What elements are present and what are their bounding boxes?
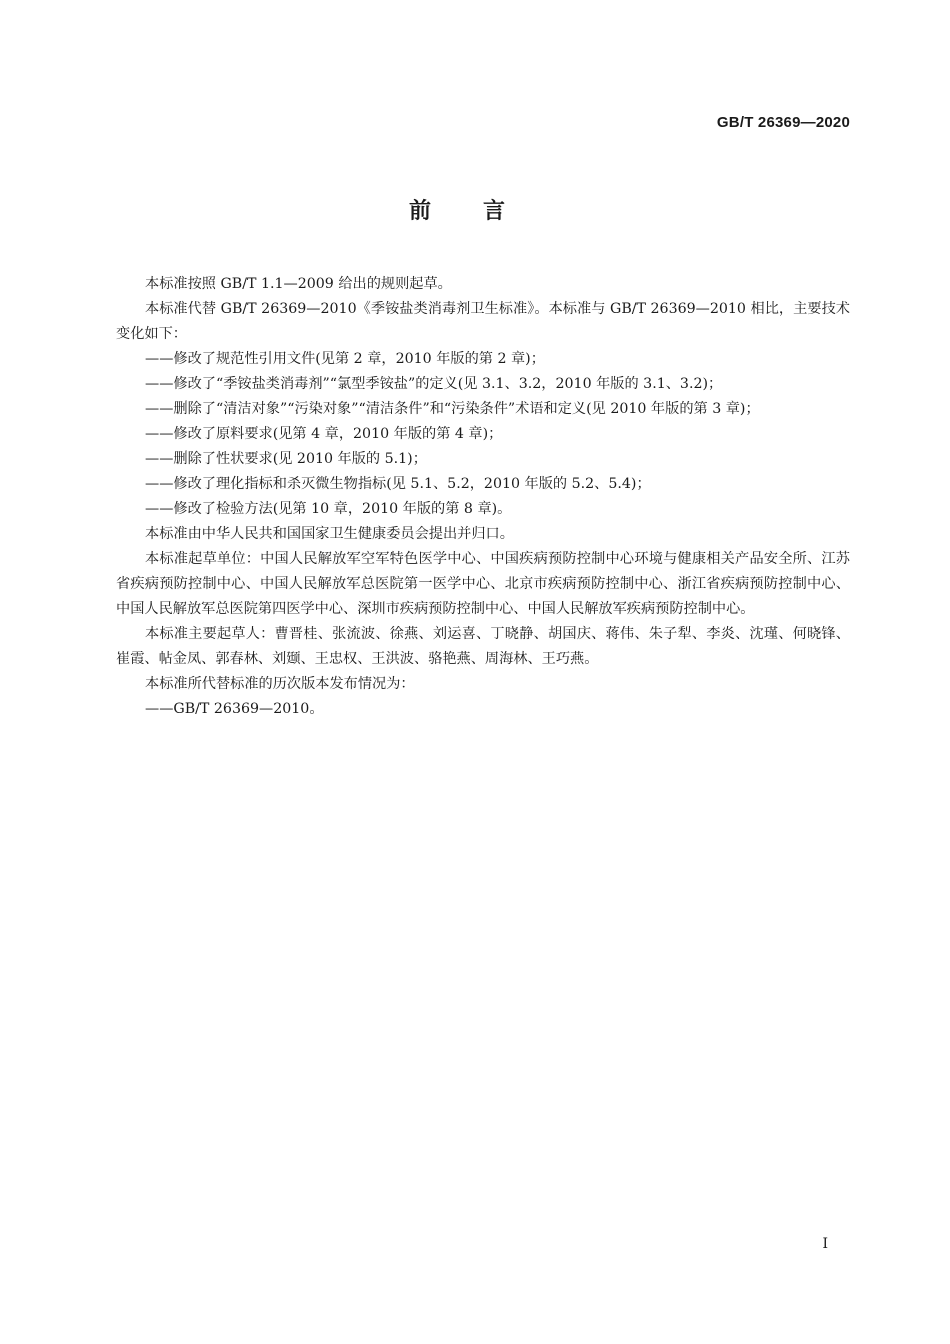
paragraph-version-history: 本标准所代替标准的历次版本发布情况为： — [145, 676, 415, 692]
paragraph-proposer: 本标准由中华人民共和国国家卫生健康委员会提出并归口。 — [145, 526, 514, 542]
change-item-raw-materials: ——修改了原料要求(见第 4 章，2010 年版的第 4 章)； — [145, 426, 503, 442]
change-item-deleted-properties: ——删除了性状要求(见 2010 年版的 5.1)； — [145, 451, 427, 467]
change-item-deleted-terms: ——删除了“清洁对象”“污染对象”“清洁条件”和“污染条件”术语和定义(见 2010 年版的第 3 章)； — [145, 401, 760, 417]
version-history-item: ——GB/T 26369—2010。 — [145, 701, 324, 717]
paragraph-drafters: 本标准主要起草人：曹晋桂、张流波、徐燕、刘运喜、丁晓静、胡国庆、蒋伟、朱子犁、李炎、沈瑾、何晓锋、崔霞、帖金凤、郭春林、刘颋、王忠权、王洪波、骆艳燕、周海林、王巧燕。 — [116, 626, 850, 667]
change-item-definitions: ——修改了“季铵盐类消毒剂”“氯型季铵盐”的定义(见 3.1、3.2，2010 年版的 3.1、3.2)； — [145, 376, 723, 392]
change-item-normative-references: ——修改了规范性引用文件(见第 2 章，2010 年版的第 2 章)； — [145, 351, 545, 367]
page-number: I — [822, 1236, 828, 1252]
foreword-body — [116, 272, 850, 722]
change-item-indicators: ——修改了理化指标和杀灭微生物指标(见 5.1、5.2，2010 年版的 5.2、5.4)； — [145, 476, 651, 492]
paragraph-drafting-units: 本标准起草单位：中国人民解放军空军特色医学中心、中国疾病预防控制中心环境与健康相关产品安全所、江苏省疾病预防控制中心、中国人民解放军总医院第一医学中心、北京市疾病预防控制中心、浙江省疾病预防控制中心、中国人民解放军总医院第四医学中心、深圳市疾病预防控制中心、中国人民解放军疾病预防控制中心。 — [116, 551, 850, 617]
paragraph-replacement: 本标准代替 GB/T 26369—2010《季铵盐类消毒剂卫生标准》。本标准与 GB/T 26369—2010 相比，主要技术变化如下： — [116, 301, 850, 342]
page-title: 前言 — [408, 199, 557, 224]
standard-code: GB/T 26369—2020 — [716, 114, 850, 131]
paragraph-drafting-rules: 本标准按照 GB/T 1.1—2009 给出的规则起草。 — [145, 276, 452, 292]
change-item-test-methods: ——修改了检验方法(见第 10 章，2010 年版的第 8 章)。 — [145, 501, 512, 517]
